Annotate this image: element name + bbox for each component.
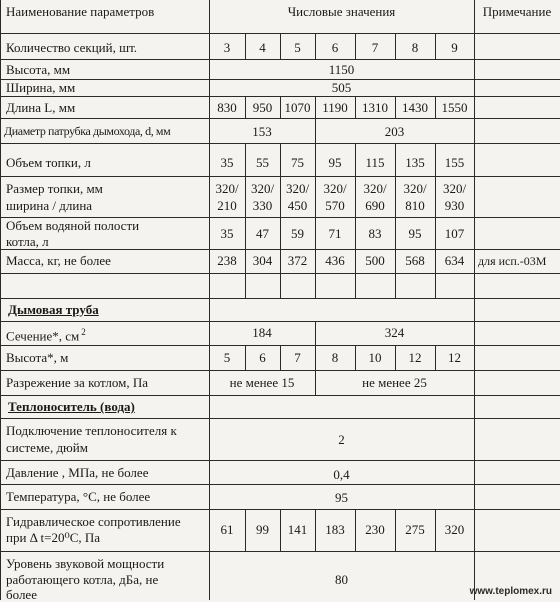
cell: 59 xyxy=(291,226,304,241)
cell: 153 xyxy=(252,124,272,139)
cell: 230 xyxy=(365,522,385,537)
cell: 5 xyxy=(223,350,231,365)
label-resistance-2: при Δ t=20⁰С, Па xyxy=(6,530,101,545)
rule xyxy=(0,418,560,419)
cell: 8 xyxy=(411,40,419,55)
watermark: www.teplomex.ru xyxy=(469,586,552,597)
cell: 80 xyxy=(335,572,348,587)
cell: 183 xyxy=(325,522,345,537)
cell: 5 xyxy=(294,40,301,55)
cell: 184 xyxy=(252,325,272,340)
cell: 1310 xyxy=(362,100,388,115)
cell: 568 xyxy=(405,253,425,268)
section-title-coolant: Теплоноситель (вода) xyxy=(8,399,135,414)
cell: 10 xyxy=(368,350,382,365)
cell: 6 xyxy=(331,40,339,55)
rule xyxy=(0,118,560,119)
label-sections: Количество секций, шт. xyxy=(6,40,138,55)
label-mass: Масса, кг, не более xyxy=(6,253,111,268)
cell: 47 xyxy=(256,226,269,241)
cell: 238 xyxy=(217,253,237,268)
cell: 12 xyxy=(448,350,461,365)
cell: 1190 xyxy=(322,100,348,115)
cell: 320/ xyxy=(215,181,239,196)
cell: 115 xyxy=(365,155,385,170)
cell: 71 xyxy=(328,226,342,241)
cell: 275 xyxy=(405,522,425,537)
label-width: Ширина, мм xyxy=(6,80,76,95)
cell: 634 xyxy=(444,253,465,268)
cell: 7 xyxy=(371,40,379,55)
cell: 304 xyxy=(252,253,273,268)
cell: 135 xyxy=(405,155,425,170)
cell: 330 xyxy=(252,198,273,213)
cell: 324 xyxy=(384,325,405,340)
label-height: Высота, мм xyxy=(6,62,71,77)
rule xyxy=(0,484,560,485)
cell: 35 xyxy=(220,226,234,241)
cell: 9 xyxy=(451,40,458,55)
label-firebox-volume: Объем топки, л xyxy=(6,155,91,170)
cell: 210 xyxy=(217,198,237,213)
cell: 450 xyxy=(287,198,308,213)
label-water-volume-2: котла, л xyxy=(6,234,49,249)
cell: не менее 15 xyxy=(229,375,295,390)
label-length: Длина L, мм xyxy=(6,100,76,115)
sup: 2 xyxy=(81,327,86,337)
rule xyxy=(0,551,560,552)
cell: 1550 xyxy=(441,100,468,115)
label-connection-1: Подключение теплоносителя к xyxy=(6,423,177,438)
cell: 500 xyxy=(365,253,385,268)
cell: 107 xyxy=(444,226,465,241)
cell: 35 xyxy=(220,155,234,170)
label-flue: Диаметр патрубка дымохода, d, мм xyxy=(4,124,171,138)
cell: 0,4 xyxy=(333,467,350,482)
cell: 141 xyxy=(287,522,308,537)
cell: 2 xyxy=(338,432,345,447)
cell: 99 xyxy=(256,522,269,537)
cell: 55 xyxy=(256,155,269,170)
label-connection-2: системе, дюйм xyxy=(6,440,88,455)
cell: 320/ xyxy=(285,181,310,196)
cell: 372 xyxy=(287,253,308,268)
label-firebox-size-1: Размер топки, мм xyxy=(6,181,103,196)
cell: 320/ xyxy=(403,181,427,196)
cell: 320/ xyxy=(250,181,275,196)
label-noise-1: Уровень звуковой мощности xyxy=(6,556,165,571)
cell: 930 xyxy=(444,198,465,213)
cell: 950 xyxy=(252,100,273,115)
label-noise-2: работающего котла, дБа, не xyxy=(6,572,159,587)
cell: 505 xyxy=(331,80,352,95)
label-water-volume-1: Объем водяной полости xyxy=(6,218,140,233)
rule xyxy=(0,298,560,299)
cell: 810 xyxy=(405,198,425,213)
cell: 4 xyxy=(259,40,266,55)
header-param: Наименование параметров xyxy=(6,4,155,19)
label-noise-3: более xyxy=(6,587,37,602)
cell: 83 xyxy=(368,226,382,241)
cell: 320/ xyxy=(363,181,387,196)
rule xyxy=(0,321,560,322)
rule xyxy=(0,395,560,396)
cell: 570 xyxy=(325,198,345,213)
cell: 6 xyxy=(259,350,266,365)
cell: 8 xyxy=(331,350,339,365)
rule xyxy=(0,370,560,371)
cell: 95 xyxy=(408,226,422,241)
cell: 436 xyxy=(325,253,345,268)
cell: не менее 25 xyxy=(362,375,427,390)
rule xyxy=(474,0,475,600)
label-pressure: Давление , МПа, не более xyxy=(6,465,149,480)
cell: 95 xyxy=(328,155,342,170)
label-chimney-section xyxy=(6,325,86,343)
cell: 155 xyxy=(444,155,465,170)
cell: 690 xyxy=(365,198,385,213)
label-firebox-size-2: ширина / длина xyxy=(6,198,93,213)
cell: 1070 xyxy=(284,100,311,115)
rule xyxy=(0,460,560,461)
label-chimney-height: Высота*, м xyxy=(6,350,69,365)
cell: 320 xyxy=(444,522,465,537)
rule xyxy=(0,0,1,600)
cell: 75 xyxy=(291,155,304,170)
cell: 7 xyxy=(294,350,301,365)
cell: 830 xyxy=(217,100,237,115)
label-temperature: Температура, °С, не более xyxy=(6,489,151,504)
cell: 1430 xyxy=(402,100,428,115)
label-draft: Разрежение за котлом, Па xyxy=(6,375,149,390)
section-title-chimney: Дымовая труба xyxy=(8,302,99,317)
label-resistance-1: Гидравлическое сопротивление xyxy=(6,514,181,529)
cell: 95 xyxy=(335,490,348,505)
header-note: Примечание xyxy=(482,4,552,19)
cell: 61 xyxy=(220,522,234,537)
cell: 1150 xyxy=(328,62,355,77)
cell: 320/ xyxy=(323,181,347,196)
cell: 12 xyxy=(408,350,422,365)
cell: 320/ xyxy=(442,181,467,196)
note-mass: для исп.-03М xyxy=(478,254,547,268)
cell: 3 xyxy=(223,40,231,55)
rule xyxy=(0,59,560,60)
header-values: Числовые значения xyxy=(287,4,396,19)
cell: 203 xyxy=(384,124,405,139)
label-text: Сечение*, см xyxy=(6,328,80,344)
